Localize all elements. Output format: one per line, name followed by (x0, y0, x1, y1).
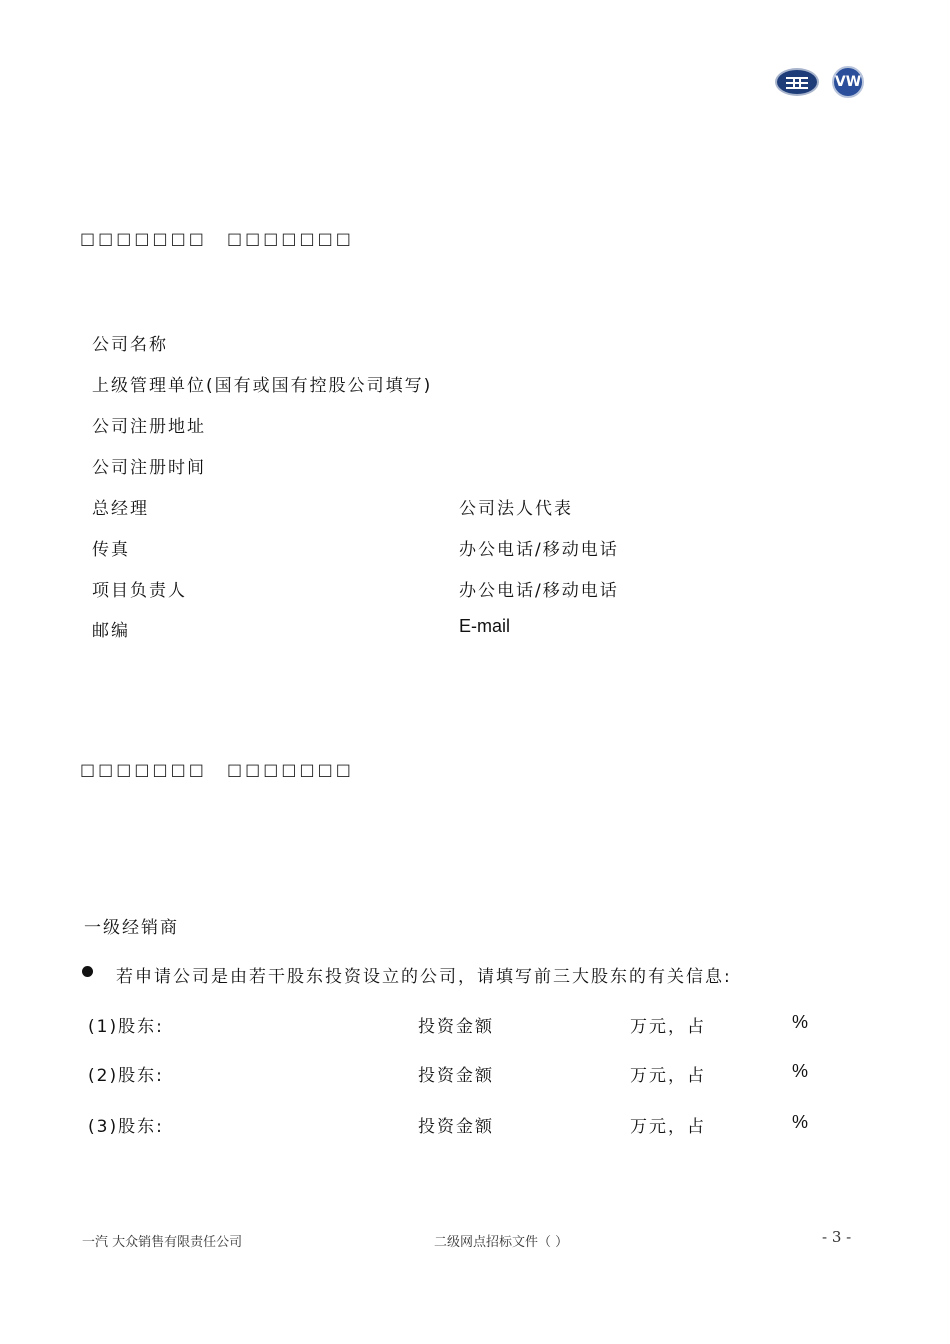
percent-label: % (792, 1012, 809, 1032)
footer-doc-title: 二级网点招标文件（ ） (434, 1235, 569, 1250)
vw-logo-icon: VW (832, 66, 864, 98)
shareholder-label: (2)股东: (88, 1066, 164, 1086)
investment-label: 投资金额 (418, 1117, 494, 1137)
email-label: E-mail (459, 616, 511, 636)
footer-company: 一汽 大众销售有限责任公司 (82, 1235, 243, 1250)
general-manager-label: 总经理 (92, 499, 149, 519)
unit-label: 万元，占 (630, 1117, 706, 1137)
percent-label: % (792, 1061, 809, 1081)
unit-label: 万元，占 (630, 1017, 706, 1037)
section1-heading-right: □□□□□□□ (227, 229, 354, 248)
section2-heading-left: □□□□□□□ (80, 760, 207, 779)
legal-rep-label: 公司法人代表 (459, 499, 573, 519)
investment-label: 投资金额 (418, 1066, 494, 1086)
fax-label: 传真 (92, 540, 130, 560)
page-number: - 3 - (822, 1228, 852, 1246)
shareholder-label: (1)股东: (88, 1017, 164, 1037)
section2-heading-right: □□□□□□□ (227, 760, 354, 779)
unit-label: 万元，占 (630, 1066, 706, 1086)
dealer-level-label: 一级经销商 (84, 918, 179, 938)
investment-label: 投资金额 (418, 1017, 494, 1037)
bullet-icon (82, 966, 93, 977)
postcode-label: 邮编 (92, 621, 130, 641)
shareholder-label: (3)股东: (88, 1117, 164, 1137)
parent-unit-label: 上级管理单位(国有或国有控股公司填写) (92, 376, 433, 396)
office-phone-label-1: 办公电话/移动电话 (459, 540, 619, 560)
percent-label: % (792, 1112, 809, 1132)
registration-time-label: 公司注册时间 (92, 458, 206, 478)
faw-logo-icon (775, 68, 819, 96)
registered-address-label: 公司注册地址 (92, 417, 206, 437)
office-phone-label-2: 办公电话/移动电话 (459, 581, 619, 601)
project-lead-label: 项目负责人 (92, 581, 187, 601)
company-name-label: 公司名称 (92, 335, 168, 355)
section1-heading-left: □□□□□□□ (80, 229, 207, 248)
shareholder-instruction: 若申请公司是由若干股东投资设立的公司，请填写前三大股东的有关信息: (116, 967, 732, 987)
